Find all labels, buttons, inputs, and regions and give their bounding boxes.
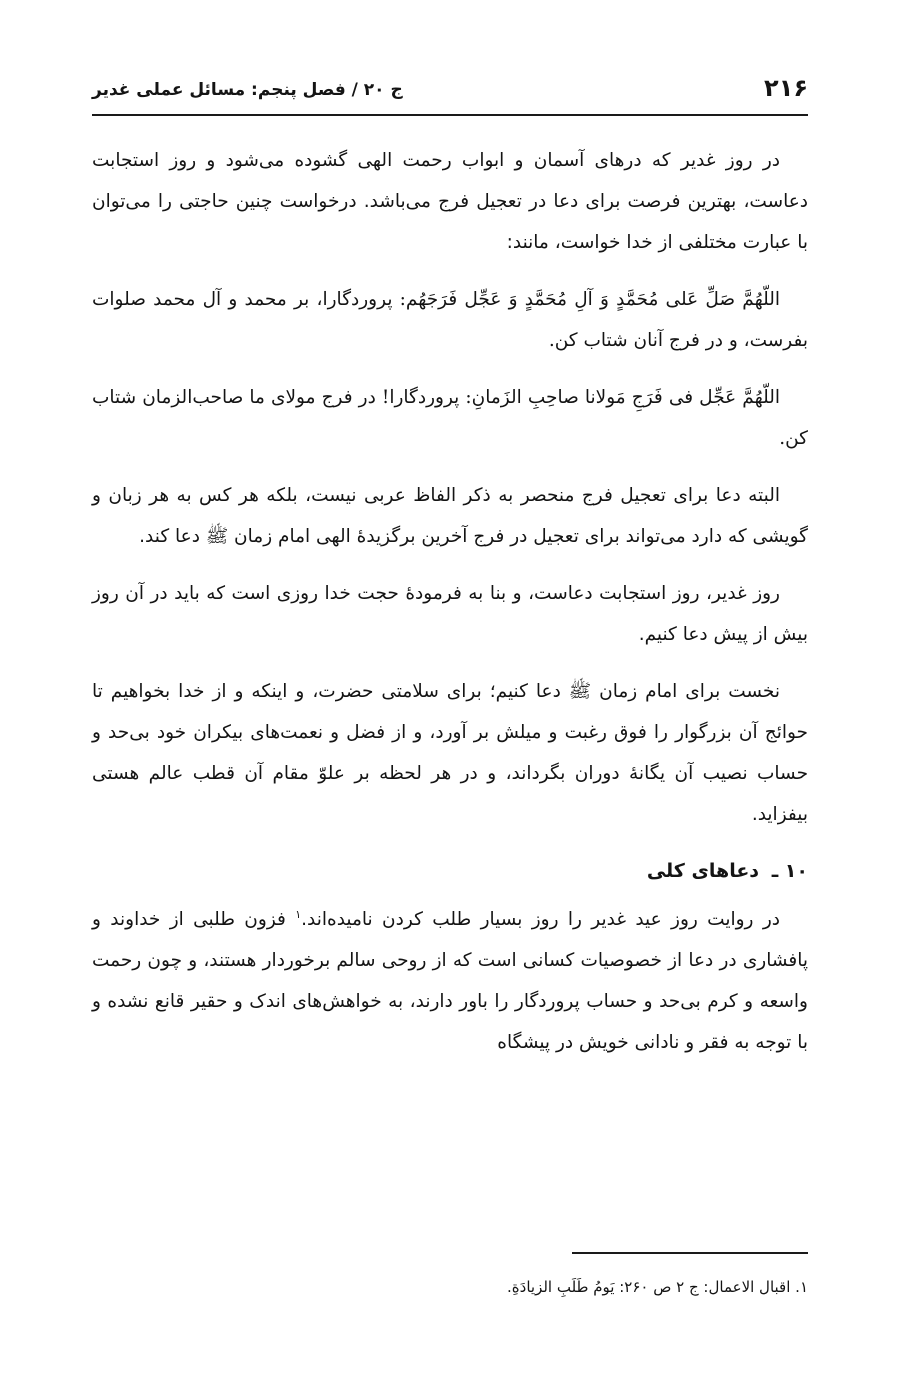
footnote: ۱. اقبال الاعمال: ج ۲ ص ۲۶۰: یَومُ طَلَبِ الزیادَةِ. [507, 1278, 808, 1296]
running-header-title: ج ۲۰ / فصل پنجم: مسائل عملی غدیر [92, 80, 403, 100]
book-page [92, 0, 808, 1390]
footnote-marker[interactable]: ۱ [295, 907, 302, 921]
page-number: ۲۱۶ [764, 74, 808, 102]
paragraph: روز غدیر، روز استجابت دعاست، و بنا به فرمودهٔ حجت خدا روزی است که باید در آن روز بیش از پیش دعا کنیم. [92, 583, 808, 645]
paragraph-text: فزون طلبی از خداوند و پافشاری در دعا از خصوصیات کسانی است که از روحی سالم برخوردار هستند، و چون رحمت واسعه و کرم بی‌حد و حساب پروردگار را باور دارند، به خواهش‌های اندک و حقیر قانع نشده و با توجه به فقر و نادانی خویش در پیشگاه [92, 909, 808, 1053]
paragraph [92, 899, 808, 1063]
paragraph-text: در روایت روز عید غدیر را روز بسیار طلب کردن نامیده‌اند. [301, 909, 780, 930]
section-heading [92, 851, 808, 891]
prayer-paragraph: اللّهُمَّ صَلِّ عَلی مُحَمَّدٍ وَ آلِ مُحَمَّدٍ وَ عَجِّل فَرَجَهُم: پروردگارا، بر محمد و آل محمد صلوات بفرست، و در فرج آنان شتاب کن. [92, 289, 808, 351]
footnote-divider [572, 1252, 808, 1254]
section-number: ۱۰ ـ [771, 860, 808, 882]
running-header [92, 64, 808, 116]
body-text [92, 140, 808, 1079]
section-title: دعاهای کلی [646, 860, 760, 882]
prayer-paragraph: اللّهُمَّ عَجِّل فی فَرَجِ مَولانا صاحِبِ الزَمانِ: پروردگارا! در فرج مولای ما صاحب‌الزمان شتاب کن. [92, 387, 808, 449]
paragraph: البته دعا برای تعجیل فرج منحصر به ذکر الفاظ عربی نیست، بلکه هر کس به هر زبان و گویشی که دارد می‌تواند برای تعجیل در فرج آخرین برگزیدهٔ الهی امام زمان ﷺ دعا کند. [92, 485, 808, 547]
paragraph: نخست برای امام زمان ﷺ دعا کنیم؛ برای سلامتی حضرت، و اینکه و از خدا بخواهیم تا حوائج آن بزرگوار را فوق رغبت و میلش بر آورد، و از فضل و نعمت‌های بیکران خود بی‌حد و حساب نصیب آن یگانهٔ دوران بگرداند، و در هر لحظه بر علوّ مقام آن قطب عالم هستی بیفزاید. [92, 681, 808, 825]
paragraph: در روز غدیر که درهای آسمان و ابواب رحمت الهی گشوده می‌شود و روز استجابت دعاست، بهترین فرصت برای دعا در تعجیل فرج می‌باشد. درخواست چنین حاجتی را می‌توان با عبارت مختلفی از خدا خواست، مانند: [92, 150, 808, 253]
